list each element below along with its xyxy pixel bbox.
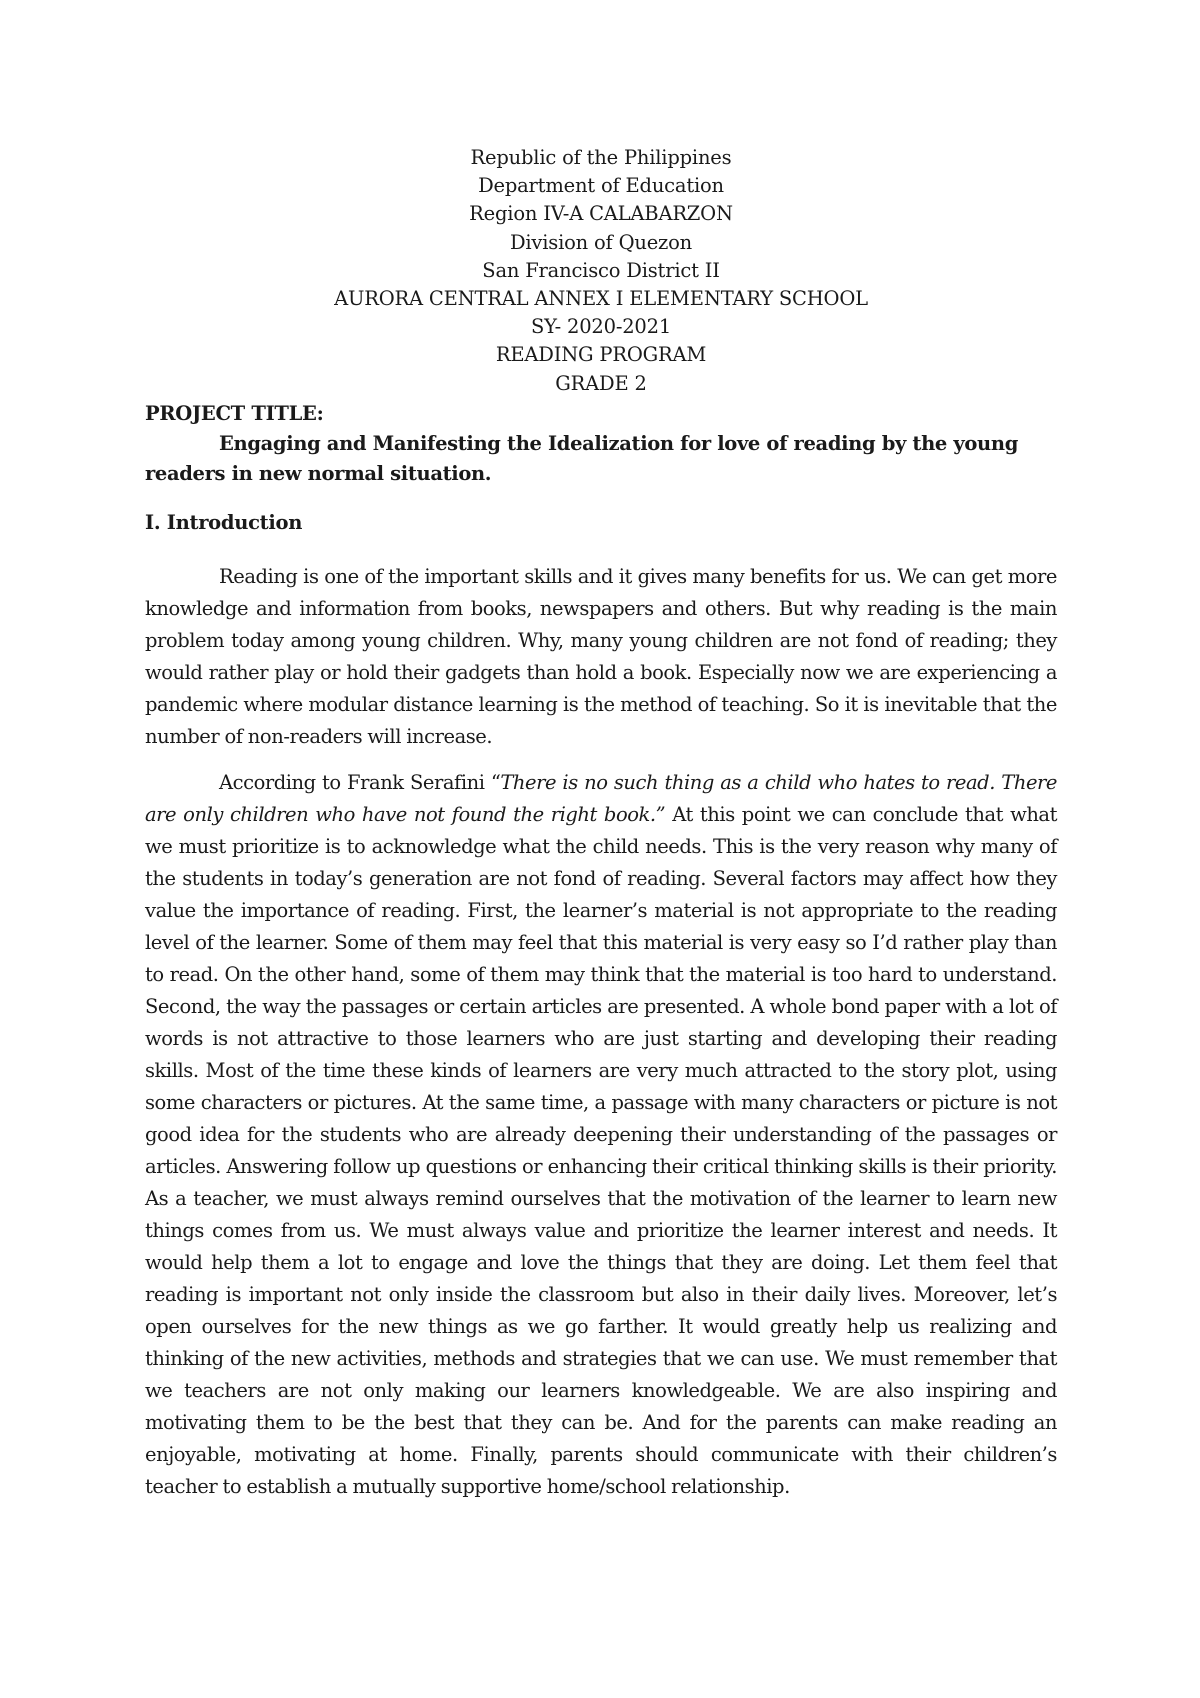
project-title-text: Engaging and Manifesting the Idealization for love of reading by the young readers in new normal situation. — [145, 431, 1018, 485]
introduction-paragraph-2 — [145, 767, 1057, 1503]
header-line-republic: Republic of the Philippines — [470, 146, 732, 169]
document-page — [145, 144, 1057, 1503]
header-line-school-year: SY- 2020-2021 — [530, 315, 672, 339]
header-line-department: Department of Education — [478, 174, 724, 198]
paragraph-2-lead: According to Frank Serafini “ — [219, 770, 501, 794]
header-line-program: READING PROGRAM — [495, 343, 707, 367]
header-line-region: Region IV-A CALABARZON — [469, 202, 733, 226]
header-line-district: San Francisco District II — [482, 258, 720, 282]
header-line-school: AURORA CENTRAL ANNEX I ELEMENTARY SCHOOL — [334, 287, 868, 311]
paragraph-2-body: At this point we can conclude that what we must prioritize is to acknowledge what the child needs. This is the very reason why many of the students in today’s generation are not fond of reading. Several factors may affect how they value the importance of reading. First, the learner’s material is not appropriate to the reading level of the learner. Some of them may feel that this material is very easy so I’d rather play than to read. On the other hand, some of them may think that the material is too hard to understand. Second, the way the passages or certain articles are presented. A whole bond paper with a lot of words is not attractive to those learners who are just starting and developing their reading skills. Most of the time these kinds of learners are very much attracted to the story plot, using some characters or pictures. At the same time, a passage with many characters or picture is not good idea for the students who are already deepening their understanding of the passages or articles. Answering follow up questions or enhancing their critical thinking skills is their priority. As a teacher, we must always remind ourselves that the motivation of the learner to learn new things comes from us. We must always value and prioritize the learner interest and needs. It would help them a lot to engage and love the things that they are doing. Let them feel that reading is important not only inside the classroom but also in their daily lives. Moreover, let’s open ourselves for the new things as we go farther. It would greatly help us realizing and thinking of the new activities, methods and strategies that we can use. We must remember that we teachers are not only making our learners knowledgeable. We are also inspiring and motivating them to be the best that they can be. And for the parents can make reading an enjoyable, motivating at home. Finally, parents should communicate with their children’s teacher to establish a mutually supportive home/school relationship. — [145, 802, 1057, 1498]
header-line-grade: GRADE 2 — [555, 371, 647, 395]
introduction-paragraph-1: Reading is one of the important skills and it gives many benefits for us. We can get more knowledge and information from books, newspapers and others. But why reading is the main problem today among young children. Why, many young children are not fond of reading; they would rather play or hold their gadgets than hold a book. Especially now we are experiencing a pandemic where modular distance learning is the method of teaching. So it is inevitable that the number of non-readers will increase. — [145, 564, 1057, 748]
document-header — [145, 144, 1057, 398]
serafini-quote: There is no such thing as a child who hates to read. There are only children who have not found the right book.” — [145, 770, 1057, 826]
header-line-division: Division of Quezon — [509, 230, 693, 254]
project-title-label: PROJECT TITLE: — [145, 401, 324, 425]
introduction-heading: I. Introduction — [145, 510, 303, 534]
